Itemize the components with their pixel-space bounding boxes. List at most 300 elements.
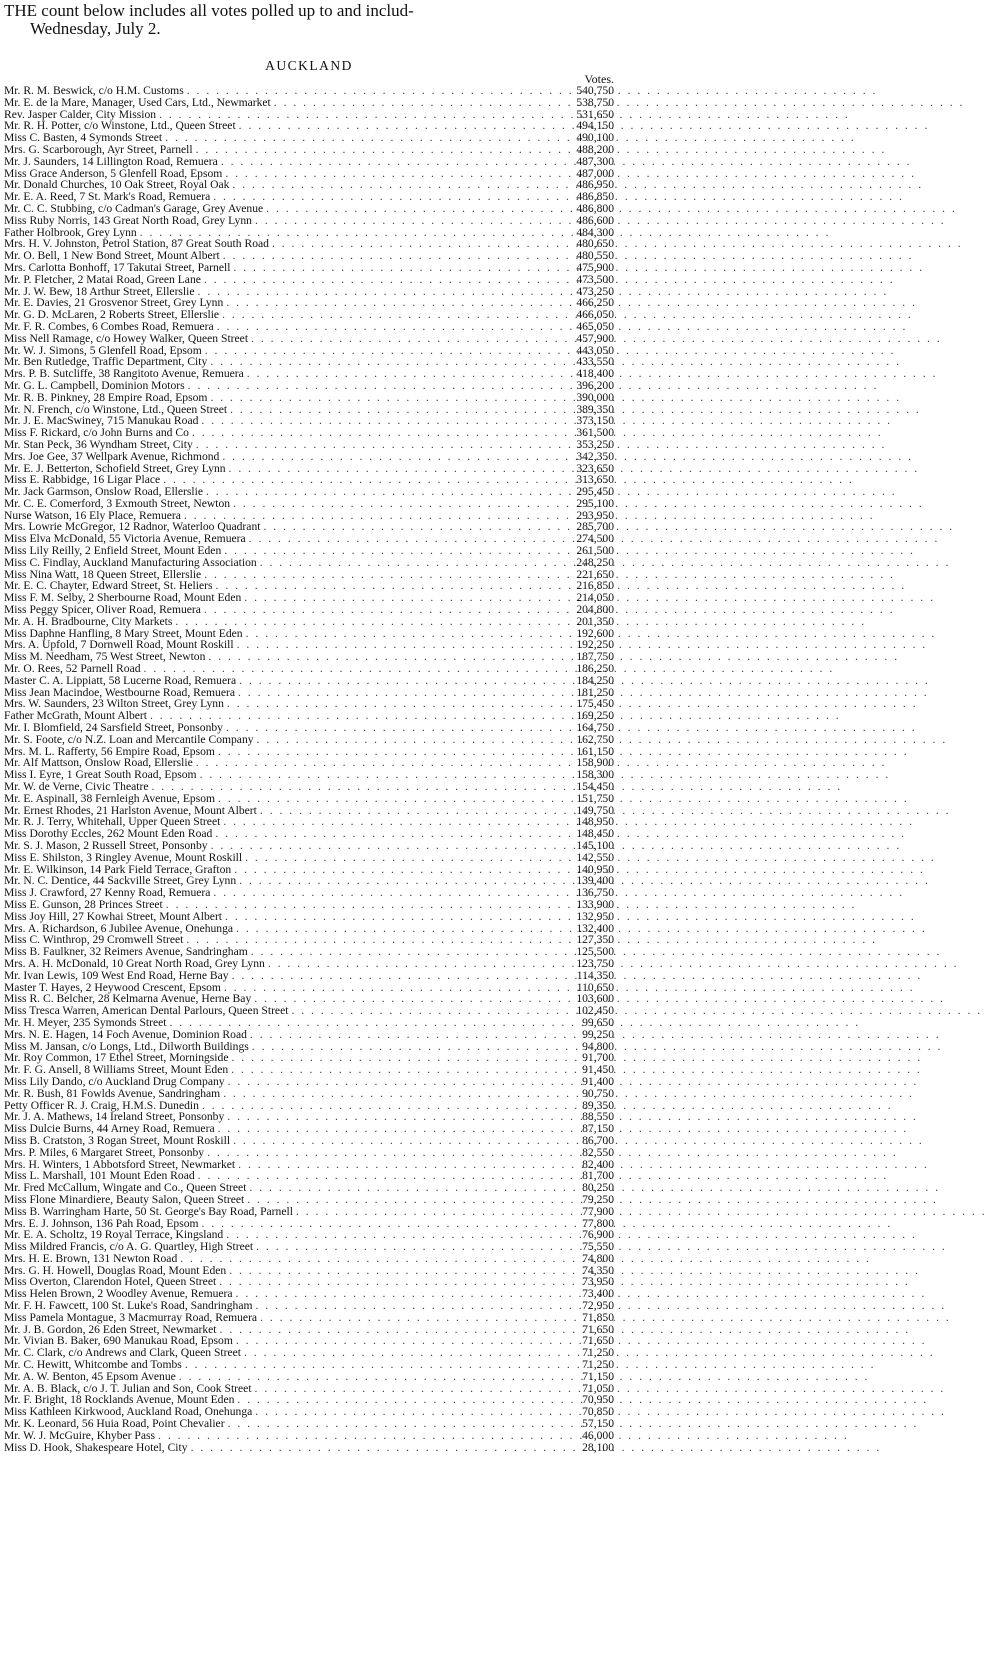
dot-leader [177, 1253, 568, 1265]
entry-name: Mr. F. G. Ansell, 8 Williams Street, Mount Eden [4, 1063, 229, 1077]
entry-name: Miss M. Needham, 75 West Street, Newton [4, 650, 206, 664]
entry-votes: 99,250 [582, 1027, 614, 1041]
entry-votes: 486,800 [576, 201, 614, 215]
entry-votes: 486,950 [576, 178, 614, 192]
entry-name: Miss Dulcie Burns, 44 Arney Road, Remuera [4, 1122, 215, 1136]
entry-name: Miss Kathleen Kirkwood, Auckland Road, Onehunga [4, 1405, 253, 1419]
entry-votes: 87,150 [582, 1122, 614, 1136]
dot-leader [172, 616, 568, 628]
entry-votes: 79,250 [582, 1192, 614, 1206]
entry-votes: 158,300 [576, 768, 614, 782]
entry-votes: 486,850 [576, 190, 614, 204]
dot-leader [230, 1135, 568, 1147]
entry-votes: 538,750 [576, 95, 614, 109]
entry-votes: 475,900 [576, 260, 614, 274]
list-item [4, 156, 614, 168]
list-item [4, 97, 614, 109]
entry-votes: 140,950 [576, 862, 614, 876]
list-item [4, 1442, 614, 1454]
list-item [4, 734, 614, 746]
dot-leader [247, 1029, 568, 1041]
entry-votes: 132,950 [576, 909, 614, 923]
entry-name: Mrs. P. Miles, 6 Margaret Street, Ponsonby [4, 1145, 205, 1159]
entry-name: Mr. C. E. Comerford, 3 Exmouth Street, Newton [4, 496, 231, 510]
entry-votes: 201,350 [576, 614, 614, 628]
list-item [4, 1088, 614, 1100]
entry-votes: 164,750 [576, 721, 614, 735]
entry-name: Mrs. M. L. Rafferty, 56 Empire Road, Epsom [4, 744, 215, 758]
entry-name: Miss E. Rabbidge, 16 Ligar Place [4, 473, 161, 487]
entry-votes: 433,550 [576, 355, 614, 369]
entry-votes: 91,400 [582, 1074, 614, 1088]
entry-name: Mr. C. Hewitt, Whitcombe and Tombs [4, 1358, 182, 1372]
entry-name: Miss B. Warringham Harte, 50 St. George's Bay Road, Parnell [4, 1204, 293, 1218]
dot-leader [155, 1430, 568, 1442]
list-item [4, 970, 614, 982]
list-item [4, 1147, 614, 1159]
entry-votes: 161,150 [576, 744, 614, 758]
entry-name: Miss Lily Dando, c/o Auckland Drug Company [4, 1074, 225, 1088]
entry-name: Mr. R. J. Terry, Whitehall, Upper Queen Street [4, 815, 221, 829]
entry-votes: 70,950 [582, 1393, 614, 1407]
entry-name: Miss Elva McDonald, 55 Victoria Avenue, Remuera [4, 532, 246, 546]
entry-votes: 313,650 [576, 473, 614, 487]
entry-votes: 531,650 [576, 107, 614, 121]
entry-name: Miss Joy Hill, 27 Kowhai Street, Mount Albert [4, 909, 223, 923]
entry-votes: 73,400 [582, 1287, 614, 1301]
entry-votes: 57,150 [582, 1417, 614, 1431]
entry-votes: 151,750 [576, 791, 614, 805]
entry-votes: 484,300 [576, 225, 614, 239]
entry-name: Mrs. W. Saunders, 23 Wilton Street, Grey Lynn [4, 697, 224, 711]
entry-name: Miss Helen Brown, 2 Woodley Avenue, Remuera [4, 1287, 233, 1301]
list-item [4, 262, 614, 274]
entry-votes: 162,750 [576, 732, 614, 746]
entry-votes: 75,550 [582, 1240, 614, 1254]
entry-name: Mr. Fred McCallum, Wingate and Co., Queen Street [4, 1181, 247, 1195]
entry-votes: 123,750 [576, 956, 614, 970]
entry-name: Miss Nell Ramage, c/o Howey Walker, Queen Street [4, 331, 249, 345]
entry-votes: 221,650 [576, 567, 614, 581]
entry-votes: 91,700 [582, 1051, 614, 1065]
entry-name: Mr. J. A. Mathews, 14 Ireland Street, Ponsonby [4, 1110, 225, 1124]
entry-votes: 103,600 [576, 992, 614, 1006]
entry-name: Mr. E. Davies, 21 Grosvenor Street, Grey Lynn [4, 296, 224, 310]
entry-votes: 295,450 [576, 485, 614, 499]
entry-votes: 82,550 [582, 1145, 614, 1159]
list-item [4, 321, 614, 333]
entry-name: Mr. S. Foote, c/o N.Z. Loan and Mercantile Company [4, 732, 254, 746]
entry-votes: 169,250 [576, 709, 614, 723]
entry-name: Mr. S. J. Mason, 2 Russell Street, Ponsonby [4, 839, 208, 852]
list-item [4, 1135, 614, 1147]
entry-votes: 154,450 [576, 780, 614, 794]
entry-votes: 192,600 [576, 626, 614, 640]
entry-votes: 46,000 [582, 1428, 614, 1442]
entry-name: Mr. Ernest Rhodes, 21 Harlston Avenue, Mount Albert [4, 803, 257, 817]
entry-name: Mr. J. B. Gordon, 26 Eden Street, Newmarket [4, 1322, 217, 1336]
entry-votes: 71,050 [582, 1381, 614, 1395]
list-item [4, 1076, 614, 1088]
list-item [4, 1194, 614, 1206]
entry-name: Petty Officer R. J. Craig, H.M.S. Dunedin [4, 1098, 199, 1112]
list-item [4, 380, 614, 392]
entry-votes: 91,450 [582, 1063, 614, 1077]
entry-name: Mr. H. Meyer, 235 Symonds Street [4, 1015, 167, 1029]
entry-votes: 373,150 [576, 414, 614, 428]
entry-name: Mr. N. C. Dentice, 44 Sackville Street, Grey Lynn [4, 874, 237, 888]
dot-leader [252, 215, 568, 227]
entry-name: Mr. I. Blomfield, 24 Sarsfield Street, Ponsonby [4, 721, 223, 735]
entry-name: Mr. E. de la Mare, Manager, Used Cars, Ltd., Newmarket [4, 95, 271, 109]
list-item [4, 911, 614, 923]
entry-name: Mr. Alf Mattson, Onslow Road, Ellerslie [4, 756, 193, 770]
entry-name: Miss M. Jansan, c/o Longs, Ltd., Dilworth Buildings [4, 1039, 249, 1053]
entry-votes: 127,350 [576, 933, 614, 947]
entry-name: Mr. E. A. Scholtz, 19 Royal Terrace, Kingsland [4, 1228, 224, 1242]
list-item [4, 333, 614, 345]
entry-name: Mr. O. Bell, 1 New Bond Street, Mount Albert [4, 249, 220, 263]
list-item [4, 274, 614, 286]
entry-votes: 71,650 [582, 1322, 614, 1336]
entry-votes: 248,250 [576, 555, 614, 569]
dot-leader [201, 274, 568, 286]
entry-votes: 487,300 [576, 154, 614, 168]
entry-votes: 466,050 [576, 308, 614, 322]
entry-name: Mr. G. L. Campbell, Dominion Motors [4, 378, 185, 392]
entry-name: Master C. A. Lippiatt, 58 Lucerne Road, Remuera [4, 673, 237, 687]
section-title: AUCKLAND [265, 58, 353, 73]
entry-votes: 77,800 [582, 1216, 614, 1230]
list-item [4, 899, 614, 911]
entry-votes: 76,900 [582, 1228, 614, 1242]
entry-votes: 142,550 [576, 850, 614, 864]
entry-name: Miss C. Findlay, Auckland Manufacturing Association [4, 555, 257, 569]
entry-name: Mr. E. J. Betterton, Schofield Street, Grey Lynn [4, 461, 226, 475]
entry-votes: 28,100 [582, 1440, 614, 1454]
entry-name: Mr. R. H. Potter, c/o Winstone, Ltd., Queen Street [4, 119, 236, 133]
entry-name: Father Holbrook, Grey Lynn [4, 225, 137, 239]
entry-votes: 285,700 [576, 520, 614, 534]
intro-line-2: Wednesday, July 2. [30, 19, 161, 38]
entry-name: Miss Overton, Clarendon Hotel, Queen Street [4, 1275, 217, 1289]
entry-votes: 540,750 [576, 84, 614, 97]
entry-name: Mr. E. Wilkinson, 14 Park Field Terrace, Grafton [4, 862, 232, 876]
list-item [4, 675, 614, 687]
dot-leader [214, 321, 568, 333]
entry-name: Miss B. Cratston, 3 Rogan Street, Mount Roskill [4, 1133, 231, 1147]
entry-name: Miss Flone Minardiere, Beauty Salon, Queen Street [4, 1192, 245, 1206]
entry-votes: 175,450 [576, 697, 614, 711]
entry-name: Mrs. H. Winters, 1 Abbotsford Street, Newmarket [4, 1157, 236, 1171]
entry-name: Mrs. A. H. McDonald, 10 Great North Road, Grey Lynn [4, 956, 265, 970]
entry-name: Mrs. Joe Gee, 37 Wellpark Avenue, Richmond [4, 449, 220, 463]
entry-name: Mr. W. J. McGuire, Khyber Pass [4, 1428, 156, 1442]
dot-leader [225, 1076, 568, 1088]
entry-votes: 293,950 [576, 508, 614, 522]
entry-votes: 148,950 [576, 815, 614, 829]
entry-votes: 396,200 [576, 378, 614, 392]
dot-leader [220, 1088, 568, 1100]
newspaper-clipping [0, 2, 620, 1666]
list-item [4, 1430, 614, 1442]
entry-name: Mr. P. Fletcher, 2 Matai Road, Green Lane [4, 272, 201, 286]
entry-votes: 90,750 [582, 1086, 614, 1100]
entry-name: Mr. Stan Peck, 36 Wyndham Street, City [4, 437, 193, 451]
entry-name: Miss C. Winthrop, 29 Cromwell Street [4, 933, 184, 947]
entry-votes: 204,800 [576, 603, 614, 617]
dot-leader [219, 451, 568, 463]
entry-votes: 94,800 [582, 1039, 614, 1053]
dot-leader [222, 911, 568, 923]
entry-name: Miss Daphne Hanfling, 8 Mary Street, Mount Eden [4, 626, 243, 640]
entry-name: Mr. Jack Garmson, Onslow Road, Ellerslie [4, 485, 203, 499]
entry-votes: 486,600 [576, 213, 614, 227]
entry-name: Mr. Vivian B. Baker, 690 Manukau Road, Epsom [4, 1334, 233, 1348]
entry-name: Mr. Roy Common, 17 Ethel Street, Morningside [4, 1051, 229, 1065]
entry-name: Mr. W. de Verne, Civic Theatre [4, 780, 149, 794]
entry-name: Mr. O. Rees, 52 Parnell Road [4, 662, 141, 676]
entry-votes: 139,400 [576, 874, 614, 888]
entry-name: Mr. W. J. Simons, 5 Glenfell Road, Epsom [4, 343, 202, 357]
entry-name: Miss Jean Macindoe, Westbourne Road, Remuera [4, 685, 235, 699]
list-item [4, 1253, 614, 1265]
entry-votes: 466,250 [576, 296, 614, 310]
dot-leader [193, 144, 568, 156]
entry-name: Mr. C. Clark, c/o Andrews and Clark, Queen Street [4, 1346, 241, 1360]
entry-name: Mr. R. M. Beswick, c/o H.M. Customs [4, 84, 184, 97]
dot-leader [166, 1017, 568, 1029]
entry-name: Miss I. Eyre, 1 Great South Road, Epsom [4, 768, 197, 782]
entry-name: Miss E. Shilston, 3 Ringley Avenue, Mount Roskill [4, 850, 243, 864]
entry-name: Mrs. H. E. Brown, 131 Newton Road [4, 1251, 178, 1265]
entry-votes: 136,750 [576, 886, 614, 900]
entry-name: Mr. J. E. MacSwiney, 715 Manukau Road [4, 414, 199, 428]
entry-votes: 132,400 [576, 921, 614, 935]
list-item [4, 215, 614, 227]
entry-name: Miss L. Marshall, 101 Mount Eden Road [4, 1169, 195, 1183]
entry-name: Mr. A. H. Bradbourne, City Markets [4, 614, 173, 628]
entry-votes: 323,650 [576, 461, 614, 475]
entry-votes: 490,100 [576, 131, 614, 145]
entry-name: Mr. C. C. Stubbing, c/o Cadman's Garage, Grey Avenue [4, 201, 264, 215]
entry-votes: 102,450 [576, 1004, 614, 1018]
dot-leader [207, 392, 568, 404]
dot-leader [257, 1312, 568, 1324]
entry-votes: 418,400 [576, 367, 614, 381]
entry-votes: 148,450 [576, 827, 614, 841]
entry-votes: 494,150 [576, 119, 614, 133]
entry-votes: 274,500 [576, 532, 614, 546]
list-item [4, 557, 614, 569]
dot-leader [263, 203, 568, 215]
entry-name: Mrs. P. B. Sutcliffe, 38 Rangitoto Avenue, Remuera [4, 367, 244, 381]
entry-votes: 181,250 [576, 685, 614, 699]
dot-leader [244, 1194, 568, 1206]
dot-leader [230, 262, 568, 274]
entry-name: Miss B. Faulkner, 32 Reimers Avenue, Sandringham [4, 945, 248, 959]
entry-votes: 214,050 [576, 591, 614, 605]
entry-name: Mr. G. D. McLaren, 2 Roberts Street, Ellerslie [4, 308, 220, 322]
entry-votes: 480,550 [576, 249, 614, 263]
entry-name: Miss R. C. Belcher, 28 Kelmarna Avenue, Herne Bay [4, 992, 252, 1006]
dot-leader [248, 333, 568, 345]
entry-votes: 86,700 [582, 1133, 614, 1147]
entry-name: Miss Grace Anderson, 5 Glenfell Road, Epsom [4, 166, 223, 180]
entry-name: Miss F. Rickard, c/o John Burns and Co [4, 426, 189, 440]
entry-votes: 488,200 [576, 142, 614, 156]
entry-name: Mr. A. W. Benton, 45 Epsom Avenue [4, 1369, 176, 1383]
entry-votes: 473,500 [576, 272, 614, 286]
entry-name: Mrs. G. H. Howell, Douglas Road, Mount Eden [4, 1263, 227, 1277]
list-item [4, 616, 614, 628]
dot-leader [242, 852, 568, 864]
entry-votes: 80,250 [582, 1181, 614, 1195]
entry-name: Mrs. N. E. Hagen, 14 Foch Avenue, Dominion Road [4, 1027, 247, 1041]
dot-leader [229, 970, 568, 982]
entry-votes: 487,000 [576, 166, 614, 180]
entry-name: Mr. N. French, c/o Winstone, Ltd., Queen Street [4, 402, 228, 416]
list-item [4, 1029, 614, 1041]
entry-votes: 192,250 [576, 638, 614, 652]
vote-list [4, 85, 614, 1453]
list-item [4, 144, 614, 156]
entry-votes: 73,950 [582, 1275, 614, 1289]
entry-votes: 70,850 [582, 1405, 614, 1419]
dot-leader [254, 734, 568, 746]
entry-votes: 74,350 [582, 1263, 614, 1277]
entry-name: Father McGrath, Mount Albert [4, 709, 147, 723]
entry-name: Mrs. H. V. Johnston, Petrol Station, 87 Great South Road [4, 237, 269, 251]
entry-votes: 389,350 [576, 402, 614, 416]
entry-name: Miss Ruby Norris, 143 Great North Road, Grey Lynn [4, 213, 252, 227]
entry-name: Miss Lily Reilly, 2 Enfield Street, Mount Eden [4, 544, 222, 558]
entry-name: Mr. A. B. Black, c/o J. T. Julian and Son, Cook Street [4, 1381, 252, 1395]
entry-votes: 114,350 [576, 968, 614, 982]
dot-leader [193, 439, 568, 451]
entry-votes: 443,050 [576, 343, 614, 357]
entry-votes: 133,900 [576, 897, 614, 911]
entry-votes: 480,650 [576, 237, 614, 251]
entry-votes: 390,000 [576, 390, 614, 404]
entry-name: Mr. E. C. Chayter, Edward Street, St. Heliers [4, 579, 213, 593]
entry-name: Mr. F. H. Fawcett, 100 St. Luke's Road, Sandringham [4, 1299, 253, 1313]
entry-votes: 158,900 [576, 756, 614, 770]
entry-name: Master T. Hayes, 2 Heywood Crescent, Epsom [4, 980, 221, 994]
entry-name: Mr. J. W. Bew, 18 Arthur Street, Ellerslie [4, 284, 195, 298]
votes-column-header: Votes. [584, 72, 614, 86]
entry-name: Mrs. G. Scarborough, Ayr Street, Parnell [4, 142, 193, 156]
entry-votes: 473,250 [576, 284, 614, 298]
entry-votes: 71,250 [582, 1346, 614, 1360]
entry-votes: 81,700 [582, 1169, 614, 1183]
entry-name: Mrs. A. Upfold, 7 Dornwell Road, Mount Roskill [4, 638, 234, 652]
entry-votes: 110,650 [576, 980, 614, 994]
entry-name: Miss Dorothy Eccles, 262 Mount Eden Road [4, 827, 213, 841]
entry-name: Mr. F. Bright, 18 Rocklands Avenue, Mount Eden [4, 1393, 235, 1407]
entry-name: Mr. Donald Churches, 10 Oak Street, Royal Oak [4, 178, 230, 192]
entry-votes: 261,500 [576, 544, 614, 558]
dot-leader [218, 156, 568, 168]
entry-name: Mr. R. B. Pinkney, 28 Empire Road, Epsom [4, 390, 208, 404]
entry-votes: 89,350 [582, 1098, 614, 1112]
entry-votes: 295,100 [576, 496, 614, 510]
entry-name: Mrs. Lowrie McGregor, 12 Radnor, Waterloo Quadrant [4, 520, 261, 534]
entry-votes: 77,900 [582, 1204, 614, 1218]
intro-line-1: THE count below includes all votes polled up to and includ- [4, 1, 414, 20]
entry-votes: 71,150 [582, 1369, 614, 1383]
entry-votes: 361,500 [576, 426, 614, 440]
dot-leader [185, 380, 568, 392]
entry-votes: 99,650 [582, 1015, 614, 1029]
dot-leader [188, 1442, 568, 1454]
entry-name: Miss E. Gunson, 28 Princes Street [4, 897, 163, 911]
dot-leader [265, 958, 568, 970]
entry-votes: 71,650 [582, 1334, 614, 1348]
entry-votes: 149,750 [576, 803, 614, 817]
entry-votes: 72,950 [582, 1299, 614, 1313]
entry-name: Mrs. Carlotta Bonhoff, 17 Takutai Street, Parnell [4, 260, 231, 274]
entry-name: Mr. F. R. Combes, 6 Combes Road, Remuera [4, 319, 214, 333]
entry-votes: 186,250 [576, 662, 614, 676]
entry-name: Miss Peggy Spicer, Oliver Road, Remuera [4, 603, 201, 617]
dot-leader [293, 1206, 568, 1218]
list-item [4, 1371, 614, 1383]
entry-name: Mrs. E. J. Johnson, 136 Pah Road, Epsom [4, 1216, 199, 1230]
entry-name: Miss Tresca Warren, American Dental Parlours, Queen Street [4, 1004, 289, 1018]
entry-votes: 88,550 [582, 1110, 614, 1124]
dot-leader [230, 498, 568, 510]
entry-name: Miss Mildred Francis, c/o A. G. Quartley, High Street [4, 1240, 254, 1254]
dot-leader [257, 557, 568, 569]
entry-votes: 145,100 [576, 839, 614, 852]
dot-leader [215, 793, 568, 805]
list-item [4, 1206, 614, 1218]
entry-name: Mrs. A. Richardson, 6 Jubilee Avenue, Onehunga [4, 921, 234, 935]
entry-votes: 184,250 [576, 673, 614, 687]
entry-name: Mr. Ivan Lewis, 109 West End Road, Herne Bay [4, 968, 229, 982]
entry-name: Mr. E. A. Reed, 7 St. Mark's Road, Remuera [4, 190, 211, 204]
entry-votes: 74,800 [582, 1251, 614, 1265]
list-item [4, 392, 614, 404]
intro-paragraph [4, 2, 614, 38]
list-item [4, 451, 614, 463]
entry-name: Miss C. Basten, 4 Symonds Street [4, 131, 163, 145]
entry-votes: 216,850 [576, 579, 614, 593]
entry-name: Miss F. M. Selby, 2 Sherbourne Road, Mount Eden [4, 591, 242, 605]
entry-votes: 465,050 [576, 319, 614, 333]
list-item [4, 1017, 614, 1029]
list-item [4, 958, 614, 970]
dot-leader [204, 1147, 568, 1159]
dot-leader [163, 899, 568, 911]
entry-votes: 71,250 [582, 1358, 614, 1372]
entry-votes: 353,250 [576, 437, 614, 451]
list-item [4, 498, 614, 510]
entry-name: Miss Nina Watt, 18 Queen Street, Ellerslie [4, 567, 202, 581]
entry-name: Mr. R. Bush, 81 Fowlds Avenue, Sandringham [4, 1086, 221, 1100]
entry-name: Miss D. Hook, Shakespeare Hotel, City [4, 1440, 188, 1454]
entry-votes: 187,750 [576, 650, 614, 664]
entry-name: Miss J. Crawford, 27 Kenny Road, Remuera [4, 886, 211, 900]
entry-name: Nurse Watson, 16 Ely Place, Remuera [4, 508, 181, 522]
dot-leader [271, 97, 568, 109]
entry-name: Rev. Jasper Calder, City Mission [4, 107, 157, 121]
entry-name: Mr. E. Aspinall, 38 Fernleigh Avenue, Epsom [4, 791, 216, 805]
list-item [4, 1312, 614, 1324]
entry-votes: 342,350 [576, 449, 614, 463]
entry-votes: 125,500 [576, 945, 614, 959]
